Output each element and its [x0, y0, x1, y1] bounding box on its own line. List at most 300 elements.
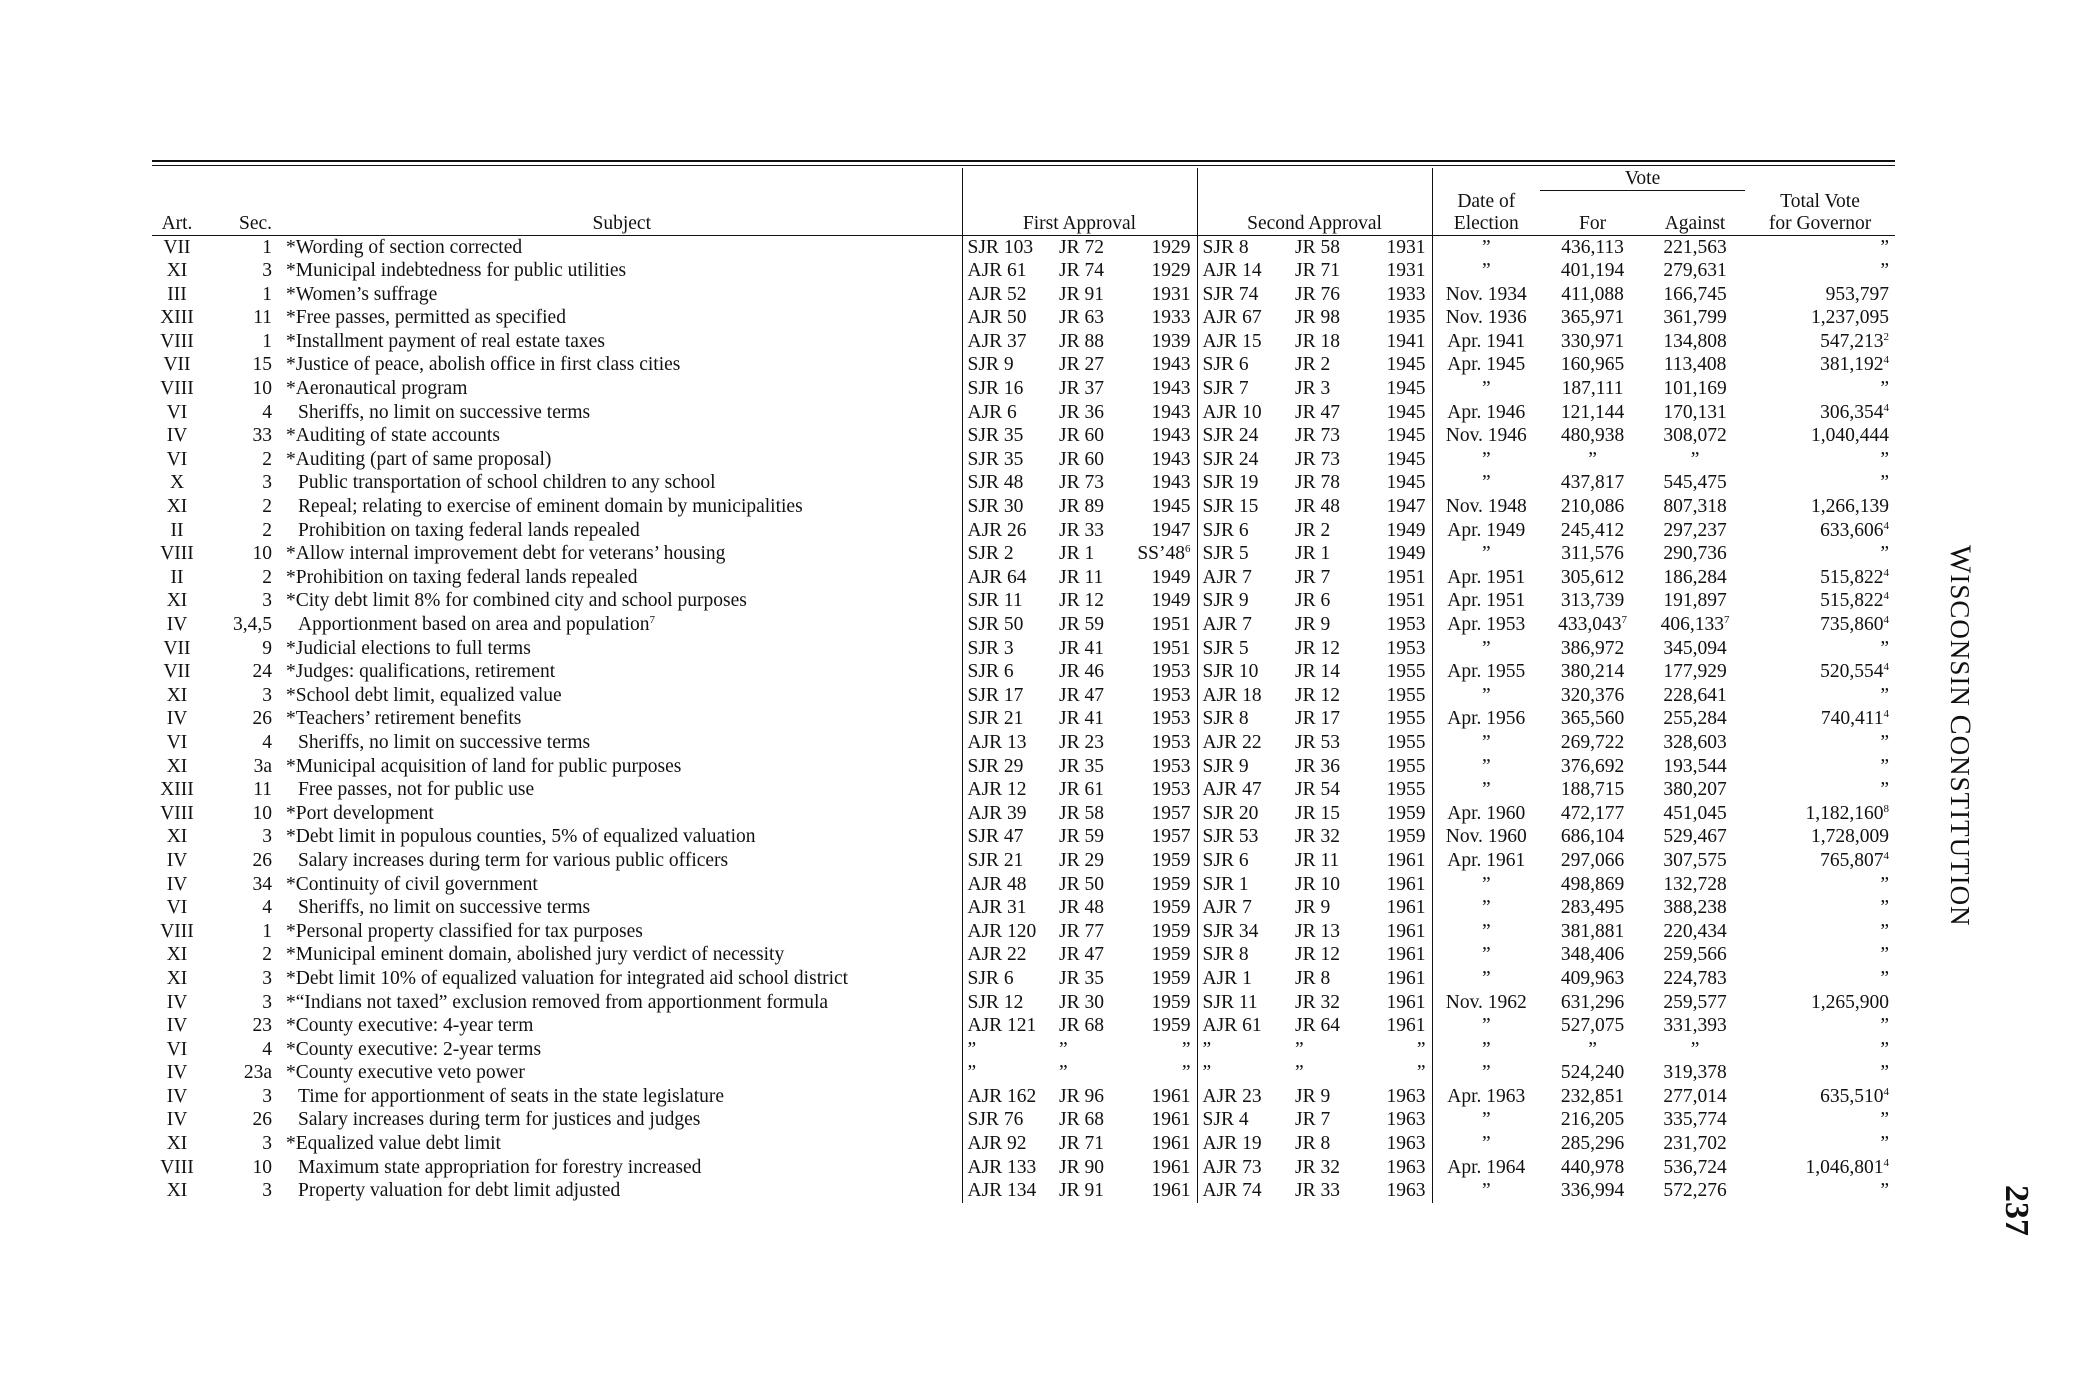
- first-year-cell-text: 1961: [1151, 1133, 1191, 1155]
- first-year-cell: [1137, 637, 1197, 661]
- first-jr-cell: [1059, 566, 1137, 590]
- first-bill-cell-text: AJR 92: [967, 1133, 1027, 1155]
- second-year-cell-text: 1935: [1386, 307, 1426, 329]
- second-bill-cell-text: SJR 6: [1202, 849, 1249, 871]
- election-date-cell-text: Nov. 1934: [1445, 283, 1527, 305]
- first-bill-cell-text: SJR 48: [967, 472, 1024, 494]
- subject-cell-text: *Equalized value debt limit: [286, 1133, 501, 1155]
- second-year-cell: [1375, 542, 1432, 566]
- total-vote-cell-text: ”: [1880, 1180, 1890, 1202]
- art-cell-text: XI: [166, 944, 188, 966]
- vote-for-cell-text: 436,113: [1561, 236, 1624, 258]
- second-jr-cell-text: JR 9: [1295, 1085, 1331, 1107]
- vote-against-cell-text: 451,045: [1663, 802, 1727, 824]
- second-bill-cell: [1197, 1038, 1295, 1062]
- first-bill-cell-text: SJR 103: [967, 236, 1034, 258]
- sec-cell: [202, 235, 282, 259]
- vote-against-cell: [1645, 684, 1745, 708]
- subject-cell: [282, 802, 962, 826]
- second-jr-cell-text: JR 32: [1295, 826, 1340, 848]
- first-jr-cell-text: JR 89: [1059, 496, 1104, 518]
- footnote-marker: 4: [1883, 401, 1890, 414]
- first-jr-cell: [1059, 306, 1137, 330]
- second-year-cell-text: 1953: [1386, 614, 1426, 635]
- vote-against-cell-text: 113,408: [1663, 354, 1727, 376]
- first-year-cell-text: 1933: [1151, 307, 1191, 329]
- sec-cell: [202, 259, 282, 283]
- second-bill-cell-text: SJR 24: [1202, 448, 1259, 470]
- election-date-cell: [1432, 991, 1540, 1015]
- sec-cell: [202, 353, 282, 377]
- art-cell: [152, 778, 202, 802]
- first-bill-cell: [962, 1179, 1059, 1203]
- first-year-cell-text: 1931: [1151, 283, 1191, 305]
- first-bill-cell-text: ”: [967, 1062, 977, 1084]
- vote-for-cell: [1540, 401, 1645, 425]
- art-cell-text: VII: [163, 236, 191, 258]
- sec-cell-text: 3,4,5: [233, 614, 272, 635]
- first-year-cell: [1137, 707, 1197, 731]
- second-year-cell: [1375, 519, 1432, 543]
- election-date-cell-text: ”: [1481, 1133, 1491, 1155]
- first-bill-cell: [962, 943, 1059, 967]
- first-jr-cell: [1059, 1038, 1137, 1062]
- first-year-cell: [1137, 566, 1197, 590]
- vote-against-cell: [1645, 1014, 1745, 1038]
- total-vote-cell-text: 306,354: [1820, 401, 1884, 423]
- total-vote-cell: [1745, 401, 1895, 425]
- first-bill-cell-text: AJR 120: [967, 920, 1037, 942]
- vote-for-cell: [1540, 684, 1645, 708]
- sec-cell: [202, 566, 282, 590]
- total-vote-cell: [1745, 1014, 1895, 1038]
- first-year-cell-text: 1943: [1151, 401, 1191, 423]
- subject-cell: [282, 424, 962, 448]
- art-cell-text: IV: [166, 991, 188, 1013]
- art-cell: [152, 1061, 202, 1085]
- sec-cell: [202, 943, 282, 967]
- first-year-cell-text: 1959: [1151, 849, 1191, 871]
- second-bill-cell-text: AJR 15: [1202, 330, 1262, 352]
- sec-cell: [202, 306, 282, 330]
- vote-against-cell: [1645, 235, 1745, 259]
- art-cell: [152, 802, 202, 826]
- total-vote-cell-text: 1,728,009: [1811, 826, 1890, 848]
- vote-for-cell-text: 376,692: [1560, 755, 1625, 777]
- vote-against-cell-text: 319,378: [1663, 1062, 1727, 1084]
- first-year-cell-text: 1939: [1151, 330, 1191, 352]
- table-row: [152, 637, 1895, 661]
- second-bill-cell: [1197, 943, 1295, 967]
- art-cell-text: VIII: [160, 330, 194, 352]
- first-year-cell: [1137, 825, 1197, 849]
- sec-cell: [202, 448, 282, 472]
- art-cell: [152, 519, 202, 543]
- table-row: [152, 873, 1895, 897]
- footnote-marker: 4: [1883, 519, 1890, 532]
- total-vote-cell: [1745, 778, 1895, 802]
- art-cell-text: III: [167, 283, 187, 305]
- table-row: [152, 1061, 1895, 1085]
- first-bill-cell-text: AJR 61: [967, 260, 1027, 282]
- footnote-marker: 4: [1883, 849, 1890, 862]
- total-vote-cell-text: ”: [1880, 543, 1890, 565]
- first-jr-cell-text: JR 58: [1059, 802, 1104, 824]
- election-date-cell-text: Apr. 1946: [1447, 401, 1526, 423]
- first-bill-cell-text: ”: [967, 1038, 977, 1060]
- first-jr-cell: [1059, 542, 1137, 566]
- first-jr-cell-text: JR 59: [1059, 826, 1104, 848]
- second-year-cell-text: 1961: [1386, 967, 1426, 989]
- election-date-cell: [1432, 1014, 1540, 1038]
- first-jr-cell-text: JR 46: [1059, 661, 1104, 683]
- vote-for-cell: [1540, 448, 1645, 472]
- election-date-cell-text: ”: [1481, 755, 1491, 777]
- total-vote-cell-text: ”: [1880, 378, 1890, 400]
- vote-for-cell-text: 433,043: [1558, 614, 1622, 635]
- table-row: [152, 660, 1895, 684]
- vote-for-cell: [1540, 259, 1645, 283]
- art-cell: [152, 259, 202, 283]
- vote-for-cell-text: 401,194: [1560, 260, 1625, 282]
- sec-cell-text: 26: [252, 708, 272, 730]
- first-approval-header: First Approval: [962, 213, 1197, 236]
- vote-against-cell: [1645, 306, 1745, 330]
- total-vote-cell-text: ”: [1880, 1109, 1890, 1131]
- art-cell-text: IV: [166, 708, 188, 730]
- first-year-cell: [1137, 448, 1197, 472]
- second-year-cell-text: 1955: [1386, 755, 1426, 777]
- first-bill-cell-text: SJR 17: [967, 684, 1024, 706]
- first-jr-cell: [1059, 991, 1137, 1015]
- first-jr-cell-text: JR 91: [1059, 1180, 1104, 1202]
- first-jr-cell: [1059, 1156, 1137, 1180]
- first-jr-cell: [1059, 589, 1137, 613]
- total-vote-cell: [1745, 1108, 1895, 1132]
- first-jr-cell: [1059, 731, 1137, 755]
- total-vote-cell: [1745, 330, 1895, 354]
- election-date-cell: [1432, 1108, 1540, 1132]
- art-cell: [152, 1014, 202, 1038]
- first-year-cell: [1137, 660, 1197, 684]
- second-year-cell-text: 1955: [1386, 661, 1426, 683]
- art-cell-text: XI: [166, 1180, 188, 1202]
- first-year-cell-text: 1961: [1151, 1156, 1191, 1178]
- second-jr-cell: [1295, 637, 1375, 661]
- first-bill-cell-text: AJR 133: [967, 1156, 1037, 1178]
- first-bill-cell-text: AJR 64: [967, 566, 1027, 588]
- second-bill-cell-text: AJR 61: [1202, 1015, 1262, 1037]
- table-row: [152, 401, 1895, 425]
- second-jr-cell: [1295, 896, 1375, 920]
- art-cell-text: VIII: [160, 378, 194, 400]
- first-year-cell-text: 1961: [1151, 1085, 1191, 1107]
- second-year-cell-text: 1961: [1386, 849, 1426, 871]
- sec-cell: [202, 377, 282, 401]
- first-jr-cell-text: JR 60: [1059, 448, 1104, 470]
- footnote-marker: 6: [1185, 543, 1191, 556]
- second-jr-cell-text: JR 76: [1295, 283, 1340, 305]
- total-vote-cell-text: 1,046,801: [1805, 1156, 1884, 1178]
- table-row: [152, 778, 1895, 802]
- election-date-cell-text: Apr. 1951: [1447, 566, 1526, 588]
- first-jr-cell-text: JR 11: [1059, 566, 1104, 588]
- election-date-cell-text: ”: [1481, 543, 1491, 565]
- first-bill-cell: [962, 283, 1059, 307]
- sec-cell-text: 3a: [253, 755, 272, 777]
- table-row: [152, 589, 1895, 613]
- first-bill-cell-text: AJR 162: [967, 1085, 1037, 1107]
- second-year-cell: [1375, 235, 1432, 259]
- election-date-cell: [1432, 660, 1540, 684]
- first-jr-cell-text: JR 91: [1059, 283, 1104, 305]
- second-bill-cell: [1197, 637, 1295, 661]
- footnote-marker: 8: [1883, 802, 1890, 815]
- first-jr-cell: [1059, 353, 1137, 377]
- election-date-cell: [1432, 377, 1540, 401]
- election-date-cell-text: ”: [1481, 684, 1491, 706]
- vote-for-cell: [1540, 1014, 1645, 1038]
- total-vote-cell: [1745, 943, 1895, 967]
- first-jr-cell: [1059, 660, 1137, 684]
- art-cell-text: VII: [163, 637, 191, 659]
- vote-for-cell: [1540, 731, 1645, 755]
- subject-cell-text: Maximum state appropriation for forestry increased: [298, 1156, 702, 1178]
- first-jr-cell: [1059, 707, 1137, 731]
- sec-cell: [202, 401, 282, 425]
- second-jr-cell-text: JR 36: [1295, 755, 1340, 777]
- vote-against-cell: [1645, 330, 1745, 354]
- total-vote-cell: [1745, 1061, 1895, 1085]
- second-jr-cell-text: JR 73: [1295, 425, 1340, 447]
- second-jr-cell-text: JR 7: [1295, 1109, 1331, 1131]
- vote-against-cell-text: 220,434: [1663, 920, 1727, 942]
- subject-cell-text: *Personal property classified for tax purposes: [286, 920, 643, 942]
- second-bill-cell: [1197, 424, 1295, 448]
- vote-against-cell: [1645, 1061, 1745, 1085]
- second-bill-cell: [1197, 1014, 1295, 1038]
- second-jr-cell: [1295, 424, 1375, 448]
- second-bill-cell-text: SJR 24: [1202, 425, 1259, 447]
- art-cell-text: XIII: [160, 779, 194, 801]
- subject-cell-text: *Installment payment of real estate taxes: [286, 330, 605, 352]
- second-bill-cell: [1197, 542, 1295, 566]
- subject-cell-text: *Aeronautical program: [286, 378, 468, 400]
- subject-cell-text: Sheriffs, no limit on successive terms: [298, 731, 591, 753]
- art-cell: [152, 684, 202, 708]
- first-year-cell-text: 1951: [1151, 637, 1191, 659]
- first-jr-cell-text: JR 41: [1059, 637, 1104, 659]
- second-jr-cell-text: JR 10: [1295, 873, 1340, 895]
- art-cell: [152, 1038, 202, 1062]
- total-vote-cell-text: 1,182,160: [1805, 802, 1884, 824]
- subject-cell: [282, 731, 962, 755]
- total-vote-cell-text: ”: [1880, 260, 1890, 282]
- sec-cell-text: 4: [262, 731, 272, 753]
- first-jr-cell: [1059, 1108, 1137, 1132]
- art-cell: [152, 283, 202, 307]
- table-body: [152, 235, 1895, 1203]
- first-bill-cell: [962, 589, 1059, 613]
- vote-against-cell: [1645, 471, 1745, 495]
- second-year-cell: [1375, 660, 1432, 684]
- election-date-cell-text: ”: [1481, 897, 1491, 919]
- art-cell: [152, 235, 202, 259]
- second-bill-cell-text: SJR 5: [1202, 543, 1249, 565]
- sec-cell-text: 11: [253, 307, 272, 329]
- election-date-cell-text: ”: [1481, 378, 1491, 400]
- vote-against-cell-text: 221,563: [1663, 236, 1727, 258]
- vote-against-cell: [1645, 589, 1745, 613]
- election-date-cell: [1432, 542, 1540, 566]
- second-jr-cell-text: JR 13: [1295, 920, 1340, 942]
- second-jr-cell: [1295, 755, 1375, 779]
- sec-cell-text: 26: [252, 849, 272, 871]
- second-jr-cell: [1295, 1179, 1375, 1203]
- vote-for-cell: [1540, 637, 1645, 661]
- vote-against-cell: [1645, 920, 1745, 944]
- total-vote-cell-text: ”: [1880, 755, 1890, 777]
- vote-against-cell-text: ”: [1690, 448, 1700, 470]
- first-year-cell: [1137, 542, 1197, 566]
- table-row: [152, 1179, 1895, 1203]
- second-bill-cell: [1197, 330, 1295, 354]
- vote-against-cell-text: 186,284: [1663, 566, 1727, 588]
- art-cell-text: IV: [166, 849, 188, 871]
- first-year-cell: [1137, 849, 1197, 873]
- first-year-cell: [1137, 1108, 1197, 1132]
- subject-cell-text: *Women’s suffrage: [286, 283, 438, 305]
- total-vote-cell: [1745, 991, 1895, 1015]
- second-bill-cell-text: SJR 34: [1202, 920, 1259, 942]
- sec-cell-text: 10: [252, 378, 272, 400]
- art-cell: [152, 589, 202, 613]
- election-date-cell: [1432, 707, 1540, 731]
- sec-cell-text: 23: [252, 1015, 272, 1037]
- second-year-cell-text: 1961: [1386, 944, 1426, 966]
- total-vote-cell: [1745, 519, 1895, 543]
- first-bill-cell: [962, 660, 1059, 684]
- second-bill-cell: [1197, 1085, 1295, 1109]
- election-date-cell: [1432, 330, 1540, 354]
- vote-for-cell: [1540, 1085, 1645, 1109]
- sec-cell-text: 2: [262, 944, 272, 966]
- art-cell: [152, 849, 202, 873]
- second-year-cell-text: 1963: [1386, 1180, 1426, 1202]
- second-jr-cell-text: JR 9: [1295, 614, 1331, 635]
- first-bill-cell: [962, 613, 1059, 637]
- art-cell-text: XI: [166, 826, 188, 848]
- second-bill-cell: [1197, 401, 1295, 425]
- vote-for-cell-text: 631,296: [1560, 991, 1625, 1013]
- election-date-cell: [1432, 1061, 1540, 1085]
- election-date-cell-text: ”: [1481, 1180, 1491, 1202]
- for-governor-header: for Governor: [1745, 213, 1895, 236]
- election-date-cell: [1432, 613, 1540, 637]
- vote-against-cell-text: 166,745: [1663, 283, 1727, 305]
- second-jr-cell: [1295, 495, 1375, 519]
- first-year-cell: [1137, 519, 1197, 543]
- first-year-cell-text: 1959: [1151, 967, 1191, 989]
- art-cell: [152, 613, 202, 637]
- election-date-cell: [1432, 306, 1540, 330]
- first-bill-cell: [962, 448, 1059, 472]
- art-cell-text: IV: [166, 1109, 188, 1131]
- total-vote-cell-text: ”: [1880, 897, 1890, 919]
- second-year-cell-text: ”: [1416, 1062, 1426, 1084]
- art-cell: [152, 448, 202, 472]
- sec-cell-text: 15: [252, 354, 272, 376]
- vote-for-cell: [1540, 377, 1645, 401]
- first-bill-cell-text: SJR 11: [967, 590, 1023, 612]
- first-bill-cell: [962, 1061, 1059, 1085]
- second-jr-cell: [1295, 306, 1375, 330]
- vote-for-cell-text: 330,971: [1560, 330, 1625, 352]
- second-year-cell: [1375, 613, 1432, 637]
- sec-cell-text: 3: [262, 967, 272, 989]
- vote-for-cell-text: 440,978: [1560, 1156, 1625, 1178]
- vote-against-cell: [1645, 1132, 1745, 1156]
- second-bill-cell: [1197, 1061, 1295, 1085]
- vote-against-cell: [1645, 967, 1745, 991]
- second-year-cell-text: 1963: [1386, 1109, 1426, 1131]
- second-year-cell: [1375, 377, 1432, 401]
- art-cell-text: IV: [166, 1062, 188, 1084]
- table-row: [152, 566, 1895, 590]
- total-vote-cell: [1745, 825, 1895, 849]
- second-jr-cell: [1295, 589, 1375, 613]
- vote-against-cell: [1645, 353, 1745, 377]
- second-jr-cell: [1295, 401, 1375, 425]
- art-cell: [152, 755, 202, 779]
- first-jr-cell: [1059, 401, 1137, 425]
- vote-for-cell: [1540, 778, 1645, 802]
- subject-cell-text: *Port development: [286, 802, 434, 824]
- sec-cell-text: 10: [252, 802, 272, 824]
- vote-for-cell: [1540, 613, 1645, 637]
- first-jr-cell: [1059, 873, 1137, 897]
- election-date-cell-text: ”: [1481, 920, 1491, 942]
- first-year-cell: [1137, 330, 1197, 354]
- total-vote-cell-text: 765,807: [1820, 849, 1884, 871]
- art-cell-text: VI: [166, 401, 188, 423]
- second-bill-cell-text: AJR 18: [1202, 684, 1262, 706]
- first-jr-cell-text: JR 35: [1059, 755, 1104, 777]
- first-jr-cell-text: JR 29: [1059, 849, 1104, 871]
- table-row: [152, 1132, 1895, 1156]
- subject-cell: [282, 943, 962, 967]
- footnote-marker: 4: [1883, 590, 1890, 603]
- vote-for-cell: [1540, 519, 1645, 543]
- first-year-cell-text: 1943: [1151, 378, 1191, 400]
- first-year-cell-text: 1959: [1151, 1015, 1191, 1037]
- total-vote-cell: [1745, 377, 1895, 401]
- second-year-cell-text: 1931: [1386, 260, 1426, 282]
- vote-against-cell-text: 224,783: [1663, 967, 1727, 989]
- art-cell-text: XI: [166, 755, 188, 777]
- first-year-cell: [1137, 1061, 1197, 1085]
- first-year-cell: [1137, 353, 1197, 377]
- second-year-cell-text: 1945: [1386, 378, 1426, 400]
- subject-cell-text: *City debt limit 8% for combined city and school purposes: [286, 590, 747, 612]
- total-vote-cell: [1745, 1038, 1895, 1062]
- second-year-cell: [1375, 943, 1432, 967]
- second-bill-cell-text: AJR 7: [1202, 614, 1252, 635]
- vote-against-cell-text: 134,808: [1663, 330, 1727, 352]
- second-jr-cell: [1295, 849, 1375, 873]
- total-vote-cell: [1745, 424, 1895, 448]
- second-jr-cell: [1295, 519, 1375, 543]
